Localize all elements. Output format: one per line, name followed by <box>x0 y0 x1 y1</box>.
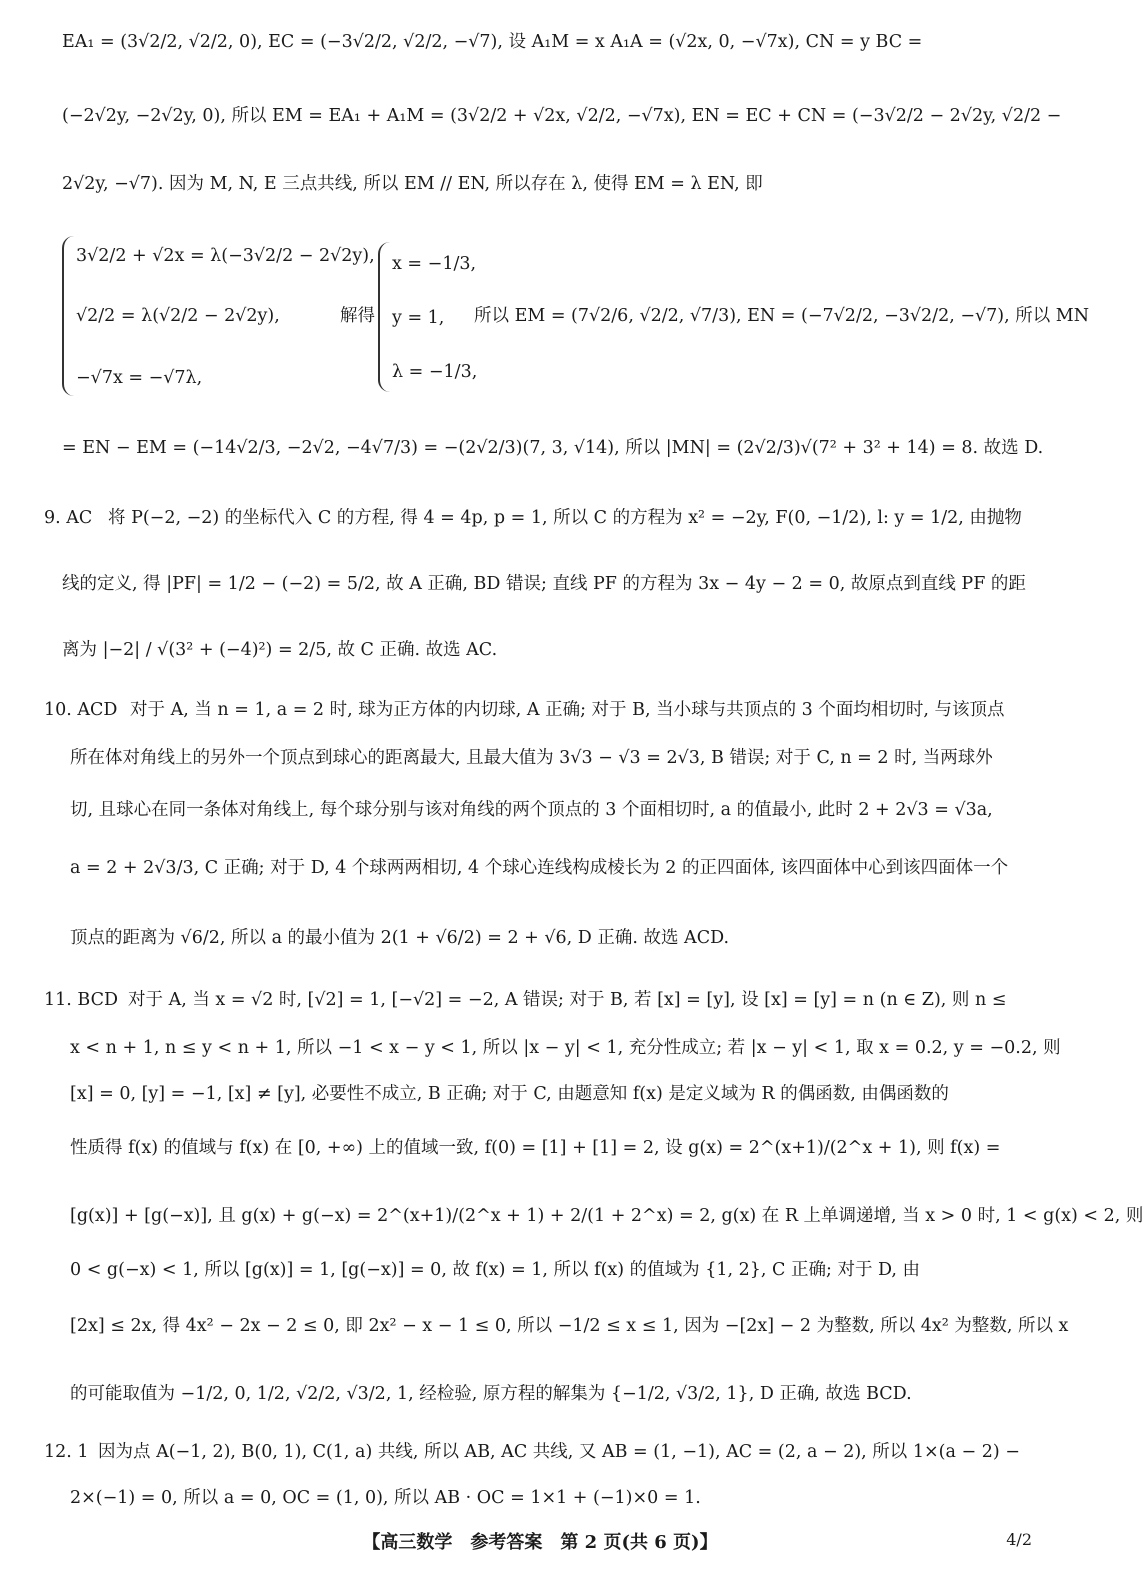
solve-label: 解得 <box>340 306 375 326</box>
system-eq-3: −√7x = −√7λ, <box>76 368 203 388</box>
q10-number: 10. ACD <box>44 700 118 720</box>
q12-line-1: 因为点 A(−1, 2), B(0, 1), C(1, a) 共线, 所以 AB, AC 共线, 又 AB = (1, −1), AC = (2, a − 2), 所以 1×(a − 2) − <box>98 1442 1020 1462</box>
system-eq-2: √2/2 = λ(√2/2 − 2√2y), <box>76 306 280 326</box>
equation-system-left <box>62 232 375 402</box>
q11-line-4: 性质得 f(x) 的值域与 f(x) 在 [0, +∞) 上的值域一致, f(0) = [1] + [1] = 2, 设 g(x) = 2^(x+1)/(2^x + 1), 则 f(x) = <box>70 1138 1001 1158</box>
q11-number: 11. BCD <box>44 990 118 1010</box>
vector-results: 所以 EM = (7√2/6, √2/2, √7/3), EN = (−7√2/2, −3√2/2, −√7), 所以 MN <box>474 306 1090 326</box>
q9-line-3: 离为 |−2| / √(3² + (−4)²) = 2/5, 故 C 正确. 故选 AC. <box>62 640 498 660</box>
equation-system-right <box>378 242 478 392</box>
q11-line-7: [2x] ≤ 2x, 得 4x² − 2x − 2 ≤ 0, 即 2x² − x − 1 ≤ 0, 所以 −1/2 ≤ x ≤ 1, 因为 −[2x] − 2 为整数, 所以 4x² 为整数, 所以 x <box>70 1316 1069 1336</box>
q10-line-3: 切, 且球心在同一条体对角线上, 每个球分别与该对角线的两个顶点的 3 个面相切时, a 的值最小, 此时 2 + 2√3 = √3a, <box>70 800 993 820</box>
page-marker: 4/2 <box>1006 1530 1032 1549</box>
q12-line-2: 2×(−1) = 0, 所以 a = 0, OC = (1, 0), 所以 AB · OC = 1×1 + (−1)×0 = 1. <box>70 1488 701 1508</box>
q11-line-8: 的可能取值为 −1/2, 0, 1/2, √2/2, √3/2, 1, 经检验, 原方程的解集为 {−1/2, √3/2, 1}, D 正确, 故选 BCD. <box>70 1384 912 1404</box>
q8-line-5: = EN − EM = (−14√2/3, −2√2, −4√7/3) = −(2√2/3)(7, 3, √14), 所以 |MN| = (2√2/3)√(7² + 3² + 14) = 8. 故选 D. <box>62 438 1044 458</box>
q11-line-2: x < n + 1, n ≤ y < n + 1, 所以 −1 < x − y < 1, 所以 |x − y| < 1, 充分性成立; 若 |x − y| < 1, 取 x = 0.2, y = −0.2, 则 <box>70 1038 1061 1058</box>
q10-line-4: a = 2 + 2√3/3, C 正确; 对于 D, 4 个球两两相切, 4 个球心连线构成棱长为 2 的正四面体, 该四面体中心到该四面体一个 <box>70 858 1009 878</box>
q9-line-2: 线的定义, 得 |PF| = 1/2 − (−2) = 5/2, 故 A 正确, BD 错误; 直线 PF 的方程为 3x − 4y − 2 = 0, 故原点到直线 PF 的距 <box>62 574 1026 594</box>
left-brace <box>62 236 74 396</box>
q11-line-3: [x] = 0, [y] = −1, [x] ≠ [y], 必要性不成立, B 正确; 对于 C, 由题意知 f(x) 是定义域为 R 的偶函数, 由偶函数的 <box>70 1084 949 1104</box>
q11-line-6: 0 < g(−x) < 1, 所以 [g(x)] = 1, [g(−x)] = 0, 故 f(x) = 1, 所以 f(x) 的值域为 {1, 2}, C 正确; 对于 D, 由 <box>70 1260 921 1280</box>
q11-line-5: [g(x)] + [g(−x)], 且 g(x) + g(−x) = 2^(x+1)/(2^x + 1) + 2/(1 + 2^x) = 2, g(x) 在 R 上单调递增, 当 x > 0 时, 1 < g(x) < 2, 则 <box>70 1206 1143 1226</box>
q12-number: 12. 1 <box>44 1442 89 1462</box>
solution-x: x = −1/3, <box>392 254 477 274</box>
q8-line-3: 2√2y, −√7). 因为 M, N, E 三点共线, 所以 EM // EN, 所以存在 λ, 使得 EM = λ EN, 即 <box>62 174 763 194</box>
q9-number: 9. AC <box>44 508 93 528</box>
solution-lambda: λ = −1/3, <box>392 362 478 382</box>
page-footer: 【高三数学 参考答案 第 2 页(共 6 页)】 <box>362 1532 718 1553</box>
q10-line-5: 顶点的距离为 √6/2, 所以 a 的最小值为 2(1 + √6/2) = 2 + √6, D 正确. 故选 ACD. <box>70 928 730 948</box>
q8-line-1: EA₁ = (3√2/2, √2/2, 0), EC = (−3√2/2, √2/2, −√7), 设 A₁M = x A₁A = (√2x, 0, −√7x), CN = y BC = <box>62 32 923 52</box>
q9-line-1: 将 P(−2, −2) 的坐标代入 C 的方程, 得 4 = 4p, p = 1, 所以 C 的方程为 x² = −2y, F(0, −1/2), l: y = 1/2, 由抛物 <box>108 508 1022 528</box>
q10-line-2: 所在体对角线上的另外一个顶点到球心的距离最大, 且最大值为 3√3 − √3 = 2√3, B 错误; 对于 C, n = 2 时, 当两球外 <box>70 748 993 768</box>
q10-line-1: 对于 A, 当 n = 1, a = 2 时, 球为正方体的内切球, A 正确; 对于 B, 当小球与共顶点的 3 个面均相切时, 与该顶点 <box>130 700 1005 720</box>
right-brace <box>378 242 390 392</box>
q8-line-2: (−2√2y, −2√2y, 0), 所以 EM = EA₁ + A₁M = (3√2/2 + √2x, √2/2, −√7x), EN = EC + CN = (−3√2/2 − 2√2y, √2/2 − <box>62 106 1062 126</box>
system-eq-1: 3√2/2 + √2x = λ(−3√2/2 − 2√2y), <box>76 246 375 266</box>
solution-y: y = 1, <box>392 308 445 328</box>
q11-line-1: 对于 A, 当 x = √2 时, [√2] = 1, [−√2] = −2, A 错误; 对于 B, 若 [x] = [y], 设 [x] = [y] = n (n ∈ Z), 则 n ≤ <box>128 990 1007 1010</box>
